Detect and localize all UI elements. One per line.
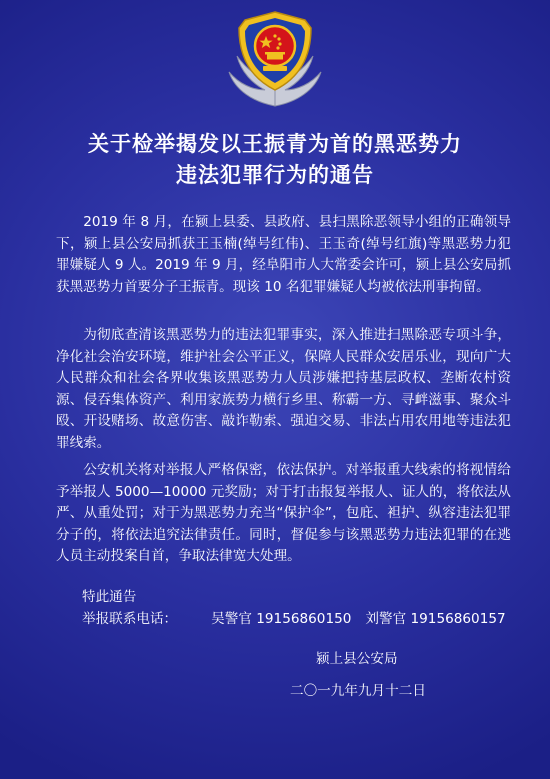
notice-title-line-1: 关于检举揭发以王振青为首的黑恶势力 bbox=[88, 132, 462, 156]
contact-officer-wu: 吴警官 19156860150 bbox=[211, 611, 352, 627]
issuer: 颍上县公安局 bbox=[316, 651, 398, 667]
contact-line bbox=[82, 609, 506, 631]
contact-officer-liu: 刘警官 19156860157 bbox=[365, 611, 506, 627]
paragraph-arrests: 2019 年 8 月，在颍上县委、县政府、县扫黑除恶领导小组的正确领导下，颍上县公安局抓获王玉楠(绰号红伟)、王玉奇(绰号红旗)等黑恶势力犯罪嫌疑人 9 人。2019 年 9 月，经阜阳市人大常委会许可，颍上县公安局抓获黑恶势力首要分子王振青。现该 10 名犯罪嫌疑人均被依法刑事拘留。 bbox=[56, 214, 511, 295]
paragraph-protection-reward: 公安机关将对举报人严格保密，依法保护。对举报重大线索的将视情给予举报人 5000—10000 元奖励；对于打击报复举报人、证人的，将依法从严、从重处罚；对于为黑恶势力充当“保护伞”，包庇、袒护、纵容违法犯罪分子的，将依法追究法律责任。同时，督促参与该黑恶势力违法犯罪的在逃人员主动投案自首，争取法律宽大处理。 bbox=[56, 462, 511, 565]
contact-label: 举报联系电话： bbox=[82, 611, 178, 627]
special-notice: 特此通告 bbox=[82, 589, 137, 605]
notice-title-line-2: 违法犯罪行为的通告 bbox=[176, 163, 374, 187]
issue-date: 二〇一九年九月十二日 bbox=[290, 683, 426, 699]
paragraph-clue-collection: 为彻底查清该黑恶势力的违法犯罪事实，深入推进扫黑除恶专项斗争，净化社会治安环境，维护社会公平正义，保障人民群众安居乐业，现向广大人民群众和社会各界收集该黑恶势力人员涉嫌把持基层政权、垄断农村资源、侵吞集体资产、利用家族势力横行乡里、称霸一方、寻衅滋事、聚众斗殴、开设赌场、故意伤害、敲诈勒索、强迫交易、非法占用农用地等违法犯罪线索。 bbox=[56, 327, 511, 451]
police-badge-icon bbox=[219, 6, 331, 114]
